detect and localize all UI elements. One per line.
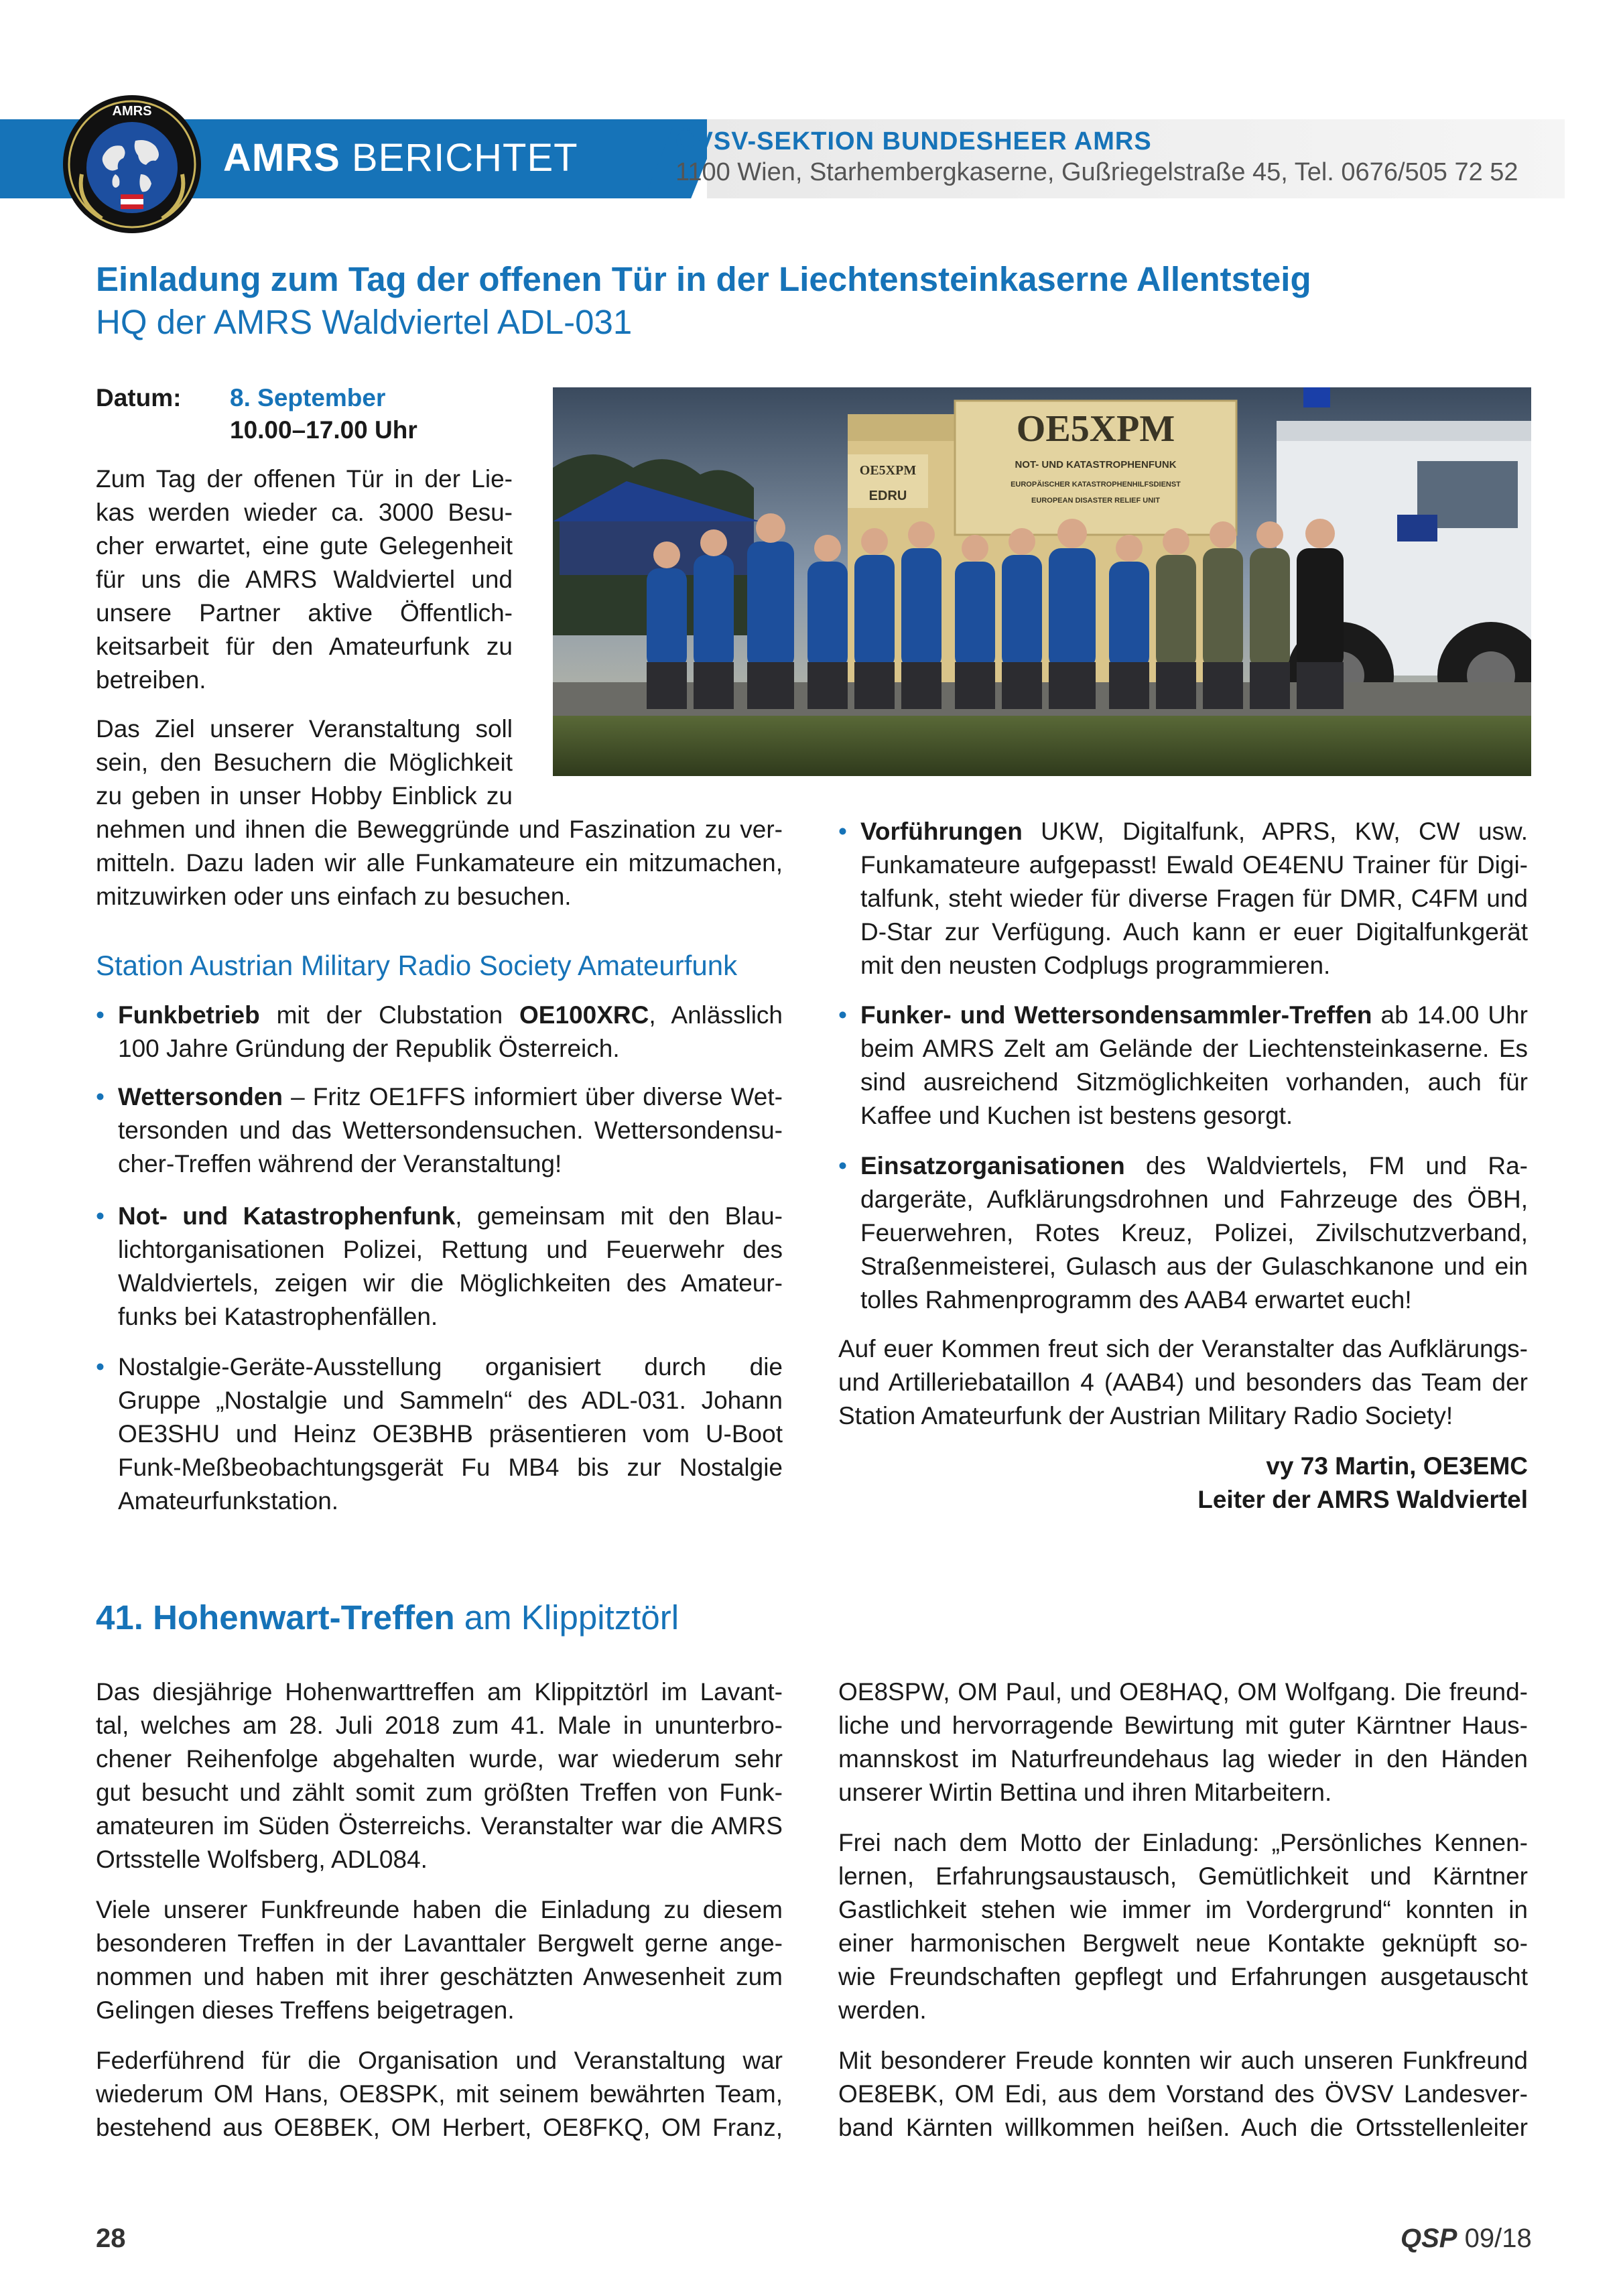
article2-title: 41. Hohenwart-Treffen am Klippitztörl xyxy=(96,1598,679,1637)
svg-text:OE5XPM: OE5XPM xyxy=(1016,408,1175,450)
event-time: 10.00–17.00 Uhr xyxy=(230,416,417,444)
svg-text:NOT- UND KATASTROPHENFUNK: NOT- UND KATASTROPHENFUNK xyxy=(1015,459,1177,470)
svg-text:AMRS: AMRS xyxy=(112,104,152,119)
article2-paragraph: Das diesjährige Hohenwarttreffen am Klippitztörl im Lavant- tal, welches am 28. Juli 2018 zum 41. Male in ununterbro- chener Reihenfolge abgehalten wurde, war wiederum sehr gut besucht und zählt somit zum größten Treffen von Funk- amateuren im Süden Österreichs. Veranstalter war die AMRS Ortsstelle Wolfsberg, ADL084. xyxy=(96,1678,783,1873)
article-title: Einladung zum Tag der offenen Tür in der Liechtensteinkaserne Allentsteig xyxy=(96,260,1311,298)
intro-paragraph: Zum Tag der offenen Tür in der Lie- kas werden wieder ca. 3000 Besu- cher erwartet, eine gute Gelegenheit für uns die AMRS Waldviertel und unsere Partner aktive Öffentlich- keitsarbeit für den Amateurfunk zu betreiben. xyxy=(96,465,513,694)
bullet-item: • Funkbetrieb mit der Clubstation OE100XRC, Anlässlich 100 Jahre Gründung der Republik Österreich. xyxy=(118,999,783,1066)
bullet-item: • Wettersonden – Fritz OE1FFS informiert über diverse Wet- tersonden und das Wettersondensuchen. Wettersondensu- cher-Treffen während der Veranstaltung! xyxy=(118,1080,783,1181)
header-org: ÖVSV-SEKTION BUNDESHEER AMRS xyxy=(675,127,1152,155)
bullet-dot: • xyxy=(838,818,847,845)
bullet-item: • Nostalgie-Geräte-Ausstellung organisiert durch die Gruppe „Nostalgie und Sammeln“ des ADL-031. Johann OE3SHU und Heinz OE3BHB präsentieren vom U-Boot Funk-Meßbeobachtungsgerät Fu MB4 bis zur Nostalgie Amateurfunkstation. xyxy=(118,1350,783,1518)
header-address: 1100 Wien, Starhembergkaserne, Gußriegelstraße 45, Tel. 0676/505 72 52 xyxy=(675,158,1518,186)
bullet-dot: • xyxy=(96,1202,105,1230)
bullet-dot: • xyxy=(838,1001,847,1029)
date-label: Datum: xyxy=(96,384,182,411)
bullet-item: • Einsatzorganisationen des Waldviertels, FM und Ra- dargeräte, Aufklärungsdrohnen und Fahrzeuge des ÖBH, Feuerwehren, Rotes Kreuz, Polizei, Zivilschutzverband, Straßenmeisterei, Gulasch aus der Gulaschkanone und ein tolles Rahmenprogramm des AAB4 erwartet euch! xyxy=(860,1149,1528,1317)
section-title: AMRS BERICHTET xyxy=(223,136,578,180)
article2-paragraph: Federführend für die Organisation und Veranstaltung war wiederum OM Hans, OE8SPK, mit seinem bewährten Team, bestehend aus OE8BEK, OM Herbert, OE8FKQ, OM Franz, xyxy=(96,2047,783,2141)
bullet-dot: • xyxy=(838,1152,847,1179)
article-subtitle: HQ der AMRS Waldviertel ADL-031 xyxy=(96,303,633,341)
bullet-item: • Not- und Katastrophenfunk, gemeinsam mit den Blau- lichtorganisationen Polizei, Rettung und Feuerwehr des Waldviertels, zeigen wir die Möglichkeiten des Amateur- funks bei Katastrophenfällen. xyxy=(118,1200,783,1334)
bullet-dot: • xyxy=(96,1083,105,1110)
group-photo xyxy=(553,387,1531,776)
amrs-logo xyxy=(62,94,202,235)
magazine-issue: QSP 09/18 xyxy=(1401,2224,1532,2253)
signature: vy 73 Martin, OE3EMC xyxy=(1266,1452,1528,1480)
bullet-dot: • xyxy=(96,1353,105,1381)
article2-paragraph: Viele unserer Funkfreunde haben die Einladung zu diesem besonderen Treffen in der Lavanttaler Bergwelt gerne ange- nommen und haben mit ihrer geschätzten Anwesenheit zum Gelingen dieses Treffens beigetragen. xyxy=(96,1896,783,2024)
closing-paragraph: Auf euer Kommen freut sich der Veranstalter das Aufklärungs- und Artilleriebataillon 4 (AAB4) und besonders das Team der Station Amateurfunk der Austrian Military Radio Society! xyxy=(838,1335,1528,1429)
bullet-item: • Funker- und Wettersondensammler-Treffen ab 14.00 Uhr beim AMRS Zelt am Gelände der Liechtensteinkaserne. Es sind ausreichend Sitzmöglichkeiten vorhanden, auch für Kaffee und Kuchen ist bestens gesorgt. xyxy=(860,999,1528,1133)
page-number: 28 xyxy=(96,2224,126,2253)
station-heading: Station Austrian Military Radio Society Amateurfunk xyxy=(96,950,738,981)
bullet-item: • Vorführungen UKW, Digitalfunk, APRS, KW, CW usw. Funkamateure aufgepasst! Ewald OE4ENU Trainer für Digi- talfunk, steht wieder für diverse Fragen für DMR, C4FM und D-Star zur Verfügung. Auch kann er euer Digitalfunkgerät mit den neusten Codplugs programmieren. xyxy=(860,815,1528,982)
svg-text:OE5XPM: OE5XPM xyxy=(859,463,917,478)
article2-paragraph: OE8SPW, OM Paul, und OE8HAQ, OM Wolfgang. Die freund- liche und hervorragende Bewirtung mit guter Kärntner Haus- mannskost im Naturfreundehaus lag wieder in den Händen unserer Wirtin Bettina und ihren Mitarbeitern. xyxy=(838,1678,1528,1806)
bullet-dot: • xyxy=(96,1001,105,1029)
signature-role: Leiter der AMRS Waldviertel xyxy=(1197,1486,1528,1513)
svg-text:EDRU: EDRU xyxy=(868,489,907,503)
article2-paragraph: Frei nach dem Motto der Einladung: „Persönliches Kennen- lernen, Erfahrungsaustausch, Gemütlichkeit und Kärntner Gastlichkeit stehen wie immer im Vordergrund“ konnten in einer harmonischen Bergwelt neue Kontakte geknüpft so- wie Freundschaften gepflegt und Erfahrungen ausgetauscht werden. xyxy=(838,1829,1528,2024)
event-date: 8. September xyxy=(230,384,386,411)
goal-paragraph: Das Ziel unserer Veranstaltung soll sein, den Besuchern die Möglichkeit zu geben in unser Hobby Einblick zu nehmen und ihnen die Beweggründe und Faszination zu ver- mitteln. Dazu laden wir alle Funkamateure ein mitzumachen, mitzuwirken oder uns einfach zu besuchen. xyxy=(96,715,783,910)
svg-text:EUROPÄISCHER KATASTROPHENHILFS: EUROPÄISCHER KATASTROPHENHILFSDIENST xyxy=(1011,481,1181,489)
svg-text:EUROPEAN DISASTER RELIEF UNIT: EUROPEAN DISASTER RELIEF UNIT xyxy=(1031,497,1160,505)
article2-paragraph: Mit besonderer Freude konnten wir auch unseren Funkfreund OE8EBK, OM Edi, aus dem Vorstand des ÖVSV Landesver- band Kärnten willkommen heißen. Auch die Ortsstellenleiter xyxy=(838,2047,1528,2141)
